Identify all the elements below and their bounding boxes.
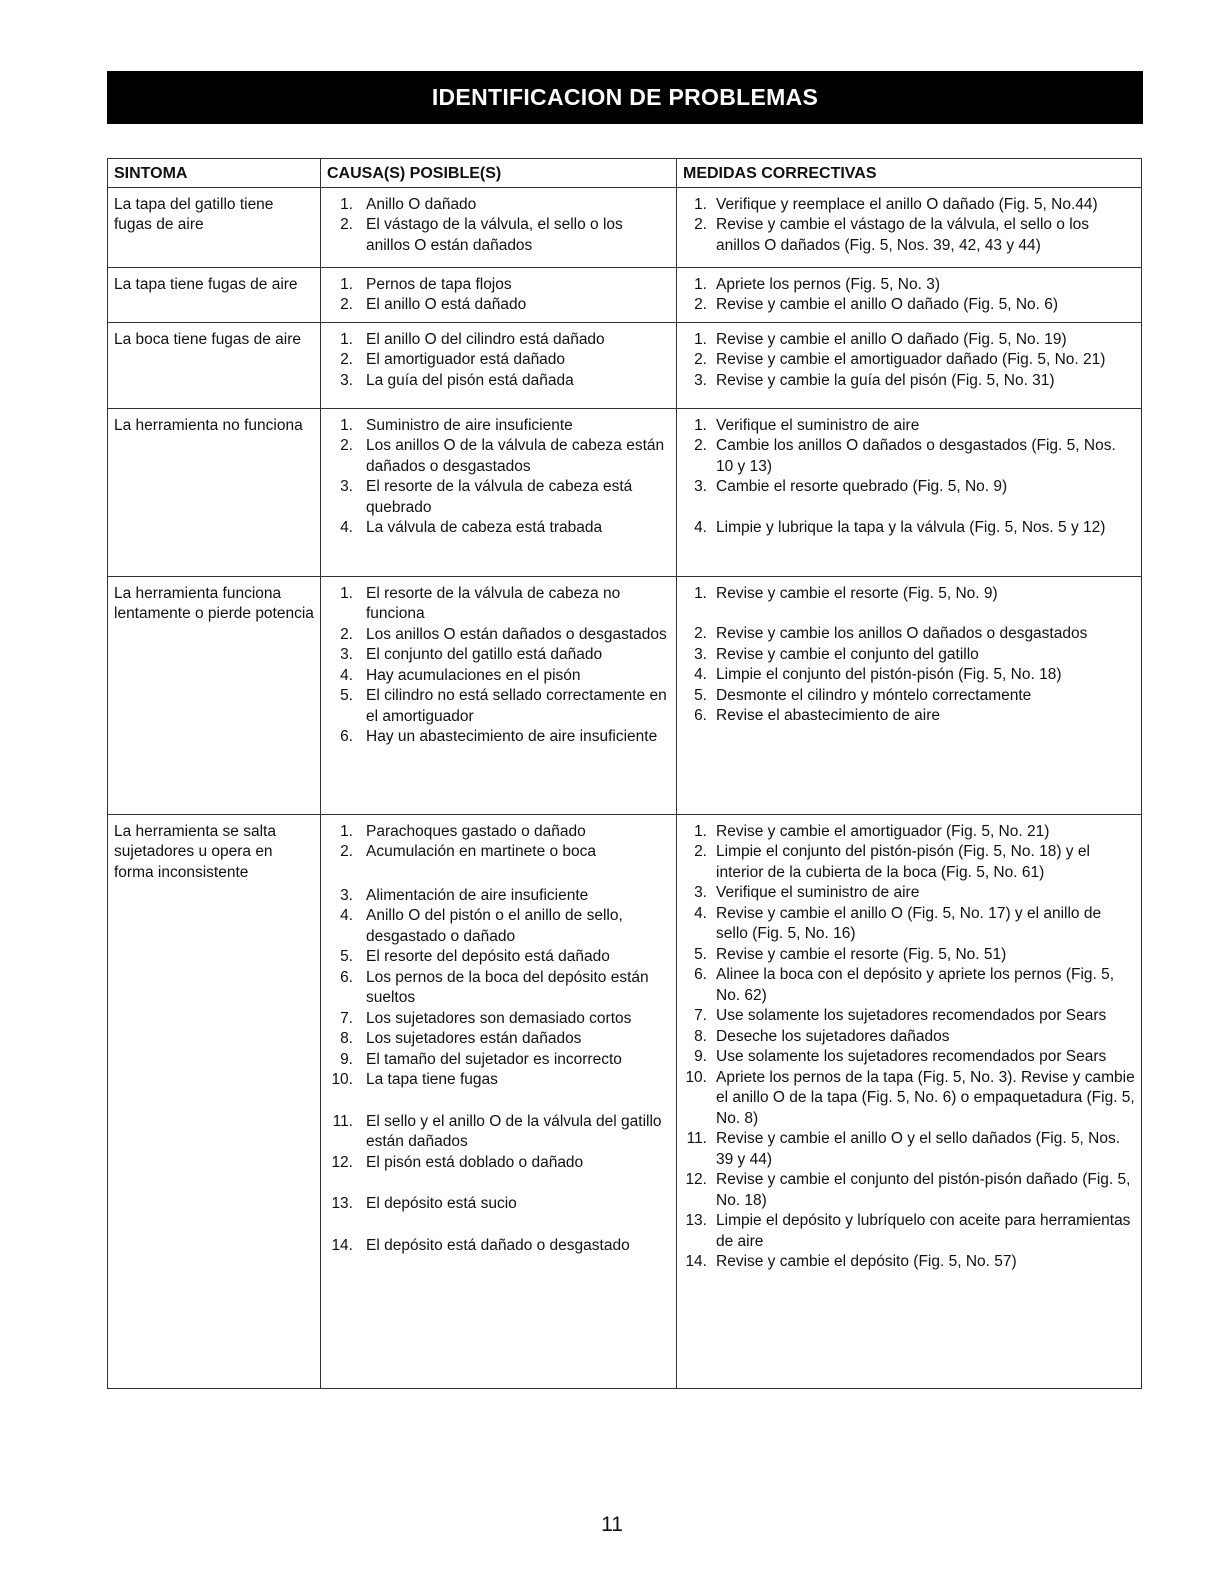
item-text: Alimentación de aire insuficiente [366,886,589,904]
cause-item [327,1070,670,1091]
fix-item [683,350,1135,371]
cause-item [327,584,670,625]
item-number: 13. [331,1195,353,1212]
item-number: 6. [694,707,707,724]
item-text: El amortiguador está dañado [366,351,566,368]
fixes-cell [677,814,1142,1388]
fix-item [683,842,1135,883]
cause-list [327,416,670,539]
fix-item [683,883,1135,904]
item-number: 2. [340,843,353,860]
fix-item [683,624,1135,645]
item-number: 1. [694,416,707,434]
item-text: Revise y cambie el resorte (Fig. 5, No. 51) [716,945,1007,963]
cause-item [327,1009,670,1030]
symptom-cell: La boca tiene fugas de aire [108,322,321,408]
item-text: Verifique el suministro de aire [716,884,920,901]
cause-item [327,1153,670,1174]
item-number: 14. [331,1236,353,1254]
table-row [108,408,1142,576]
item-text: Los sujetadores están dañados [366,1030,582,1047]
causes-cell [321,576,677,814]
item-number: 4. [340,907,353,924]
causes-cell [321,267,677,322]
item-text: El resorte del depósito está dañado [366,948,610,965]
item-number: 3. [694,371,707,389]
cause-item [327,330,670,351]
item-text: Los anillos O están dañados o desgastados [366,625,667,643]
item-number: 7. [340,1009,353,1027]
item-number: 5. [340,948,353,965]
item-text: Revise y cambie el conjunto del gatillo [716,645,979,663]
cause-item [327,477,670,518]
fixes-cell [677,322,1142,408]
cause-item [327,625,670,646]
fixes-cell [677,576,1142,814]
fix-item [683,1047,1135,1068]
item-number: 10. [685,1068,707,1086]
causes-cell [321,187,677,267]
fix-item [683,371,1135,392]
causes-cell [321,814,677,1388]
cause-item [327,1050,670,1071]
item-text: Revise y cambie la guía del pisón (Fig. 5, No. 31) [716,371,1055,389]
item-number: 1. [340,584,353,602]
item-number: 12. [331,1153,353,1171]
item-number: 3. [340,646,353,663]
cause-item [327,1236,670,1257]
item-text: Pernos de tapa flojos [366,275,512,293]
item-text: Los sujetadores son demasiado cortos [366,1009,632,1027]
item-number: 7. [694,1007,707,1024]
cause-item [327,822,670,843]
item-number: 9. [694,1048,707,1065]
item-text: Use solamente los sujetadores recomendados por Sears [716,1007,1107,1024]
cause-item [327,666,670,687]
item-number: 8. [694,1027,707,1045]
causes-cell [321,322,677,408]
fix-item [683,295,1135,316]
item-text: Use solamente los sujetadores recomendados por Sears [716,1048,1107,1065]
item-text: La guía del pisón está dañada [366,371,574,389]
fix-item [683,1129,1135,1170]
item-text: Parachoques gastado o dañado [366,822,586,840]
item-number: 11. [686,1130,707,1147]
cause-item [327,518,670,539]
cause-item [327,727,670,748]
item-text: El anillo O del cilindro está dañado [366,330,605,348]
item-text: Revise y cambie el anillo O (Fig. 5, No. 17) y el anillo de sello (Fig. 5, No. 16) [716,904,1102,942]
item-number: 2. [694,296,707,313]
item-text: Apriete los pernos (Fig. 5, No. 3) [716,275,940,293]
item-number: 1. [694,275,707,293]
cause-item [327,295,670,316]
item-number: 5. [340,687,353,704]
item-number: 14. [685,1253,707,1270]
cause-item [327,968,670,1009]
item-number: 2. [340,216,353,233]
fix-item [683,965,1135,1006]
item-number: 6. [340,728,353,745]
item-number: 4. [694,666,707,683]
item-number: 1. [694,584,707,602]
item-number: 3. [694,884,707,901]
header-causes: CAUSA(S) POSIBLE(S) [321,159,677,188]
item-text: Los anillos O de la válvula de cabeza están dañados o desgastados [366,437,665,475]
item-number: 6. [340,968,353,986]
item-number: 1. [340,416,353,434]
item-text: Alinee la boca con el depósito y apriete los pernos (Fig. 5, No. 62) [716,966,1115,1004]
cause-item [327,215,670,256]
fix-item [683,945,1135,966]
item-number: 2. [340,437,353,454]
fixes-cell [677,267,1142,322]
item-number: 11. [332,1112,353,1130]
fix-item [683,584,1135,605]
item-number: 6. [694,966,707,983]
item-text: Cambie el resorte quebrado (Fig. 5, No. 9) [716,478,1008,495]
item-number: 1. [340,275,353,293]
item-text: Revise y cambie el vástago de la válvula, el sello o los anillos O dañados (Fig. 5, Nos. 39, 42, 43 y 44) [716,216,1090,254]
item-text: Revise y cambie los anillos O dañados o desgastados [716,625,1088,642]
fix-item [683,195,1135,216]
item-number: 1. [340,195,353,213]
cause-item [327,371,670,392]
item-text: El vástago de la válvula, el sello o los anillos O están dañados [366,216,623,254]
cause-item [327,1029,670,1050]
fix-item [683,1252,1135,1273]
header-symptom: SINTOMA [108,159,321,188]
cause-item [327,1194,670,1215]
cause-item [327,275,670,296]
item-text: Desmonte el cilindro y móntelo correctamente [716,686,1032,704]
fix-item [683,706,1135,727]
fix-item [683,477,1135,498]
cause-list [327,275,670,316]
item-text: Anillo O dañado [366,195,477,213]
fix-item [683,904,1135,945]
cause-list [327,330,670,392]
symptom-cell: La herramienta funciona lentamente o pierde potencia [108,576,321,814]
item-text: Verifique y reemplace el anillo O dañado (Fig. 5, No.44) [716,195,1098,213]
item-text: Revise y cambie el amortiguador dañado (Fig. 5, No. 21) [716,351,1106,368]
item-text: Limpie el depósito y lubríquelo con aceite para herramientas de aire [716,1212,1131,1250]
fix-item [683,1068,1135,1130]
item-number: 13. [685,1212,707,1229]
table-row [108,187,1142,267]
troubleshooting-table [107,158,1142,1389]
item-text: Revise y cambie el amortiguador (Fig. 5, No. 21) [716,822,1050,840]
cause-item [327,195,670,216]
item-text: El pisón está doblado o dañado [366,1153,584,1171]
cause-item [327,947,670,968]
item-number: 2. [340,296,353,313]
cause-list [327,584,670,748]
causes-cell [321,408,677,576]
item-text: Revise y cambie el anillo O y el sello dañados (Fig. 5, Nos. 39 y 44) [716,1130,1121,1168]
item-text: Apriete los pernos de la tapa (Fig. 5, No. 3). Revise y cambie el anillo O de la tapa (Fig. 5, No. 6) o empaquetadura (Fig. 5, No. 8) [716,1068,1135,1127]
fix-item [683,645,1135,666]
item-text: Revise y cambie el resorte (Fig. 5, No. 9) [716,584,998,602]
item-text: Verifique el suministro de aire [716,416,920,434]
symptom-cell: La herramienta se salta sujetadores u opera en forma inconsistente [108,814,321,1388]
item-number: 2. [694,437,707,454]
item-number: 4. [340,519,353,536]
table-row [108,322,1142,408]
cause-item [327,416,670,437]
item-number: 2. [694,625,707,642]
fixes-cell [677,408,1142,576]
item-number: 2. [694,216,707,233]
fix-list [683,822,1135,1273]
cause-item [327,350,670,371]
item-text: El cilindro no está sellado correctamente en el amortiguador [366,687,667,725]
item-number: 5. [694,686,707,704]
fix-item [683,215,1135,256]
item-text: Revise y cambie el anillo O dañado (Fig. 5, No. 6) [716,296,1059,313]
symptom-cell: La tapa tiene fugas de aire [108,267,321,322]
item-number: 3. [340,371,353,389]
fix-list [683,584,1135,727]
cause-list [327,195,670,257]
item-number: 5. [694,945,707,963]
item-number: 3. [340,478,353,495]
item-text: La tapa tiene fugas [366,1071,498,1088]
table-row [108,576,1142,814]
fix-item [683,1211,1135,1252]
fixes-cell [677,187,1142,267]
fix-item [683,330,1135,351]
fix-item [683,822,1135,843]
fix-item [683,686,1135,707]
item-number: 1. [694,330,707,348]
header-row [108,159,1142,188]
fix-item [683,1170,1135,1211]
symptom-cell: La tapa del gatillo tiene fugas de aire [108,187,321,267]
page-number: 11 [601,1513,623,1536]
cause-item [327,842,670,863]
item-number: 9. [340,1050,353,1068]
fix-item [683,416,1135,437]
table-row [108,267,1142,322]
item-text: Suministro de aire insuficiente [366,416,573,434]
item-number: 2. [340,625,353,643]
cause-item [327,1112,670,1153]
fix-list [683,275,1135,316]
item-text: Limpie y lubrique la tapa y la válvula (Fig. 5, Nos. 5 y 12) [716,518,1106,536]
item-text: Revise y cambie el depósito (Fig. 5, No. 57) [716,1253,1017,1270]
item-number: 3. [340,886,353,904]
fix-item [683,518,1135,539]
item-text: El sello y el anillo O de la válvula del gatillo están dañados [366,1112,662,1150]
fix-item [683,665,1135,686]
cause-item [327,436,670,477]
symptom-cell: La herramienta no funciona [108,408,321,576]
item-number: 4. [694,518,707,536]
item-text: El resorte de la válvula de cabeza está quebrado [366,478,633,516]
item-number: 8. [340,1030,353,1047]
item-text: El tamaño del sujetador es incorrecto [366,1050,622,1068]
cause-item [327,686,670,727]
item-number: 1. [340,330,353,348]
cause-list [327,822,670,1257]
item-number: 1. [340,822,353,840]
fix-item [683,1027,1135,1048]
item-number: 3. [694,478,707,495]
item-text: Anillo O del pistón o el anillo de sello, desgastado o dañado [366,907,623,945]
item-number: 4. [340,666,353,684]
item-text: La válvula de cabeza está trabada [366,519,603,536]
item-text: Los pernos de la boca del depósito están sueltos [366,968,649,1006]
cause-item [327,645,670,666]
item-text: Deseche los sujetadores dañados [716,1027,950,1045]
item-text: El conjunto del gatillo está dañado [366,646,603,663]
item-text: El depósito está sucio [366,1195,517,1212]
item-text: Hay acumulaciones en el pisón [366,666,581,684]
item-number: 3. [694,645,707,663]
item-number: 2. [340,351,353,368]
item-text: Limpie el conjunto del pistón-pisón (Fig. 5, No. 18) y el interior de la cubierta de la boca (Fig. 5, No. 61) [716,843,1090,881]
item-number: 1. [694,195,707,213]
item-number: 10. [331,1071,353,1088]
item-text: El resorte de la válvula de cabeza no funciona [366,584,621,622]
header-fixes: MEDIDAS CORRECTIVAS [677,159,1142,188]
item-number: 2. [694,843,707,860]
item-text: Revise y cambie el conjunto del pistón-pisón dañado (Fig. 5, No. 18) [716,1171,1131,1209]
item-text: Acumulación en martinete o boca [366,843,597,860]
fix-item [683,1006,1135,1027]
fix-item [683,436,1135,477]
table-row [108,814,1142,1388]
cause-item [327,886,670,907]
cause-item [327,906,670,947]
item-text: Revise y cambie el anillo O dañado (Fig. 5, No. 19) [716,330,1067,348]
item-number: 12. [685,1171,707,1188]
fix-list [683,416,1135,539]
item-number: 1. [694,822,707,840]
item-text: Cambie los anillos O dañados o desgastados (Fig. 5, Nos. 10 y 13) [716,437,1116,475]
item-number: 2. [694,351,707,368]
fix-list [683,330,1135,392]
fix-item [683,275,1135,296]
item-text: Revise el abastecimiento de aire [716,707,941,724]
item-text: Limpie el conjunto del pistón-pisón (Fig. 5, No. 18) [716,666,1062,683]
item-text: El anillo O está dañado [366,296,527,313]
item-number: 4. [694,904,707,922]
fix-list [683,195,1135,257]
page-title: IDENTIFICACION DE PROBLEMAS [107,71,1143,124]
item-text: Hay un abastecimiento de aire insuficiente [366,728,658,745]
item-text: El depósito está dañado o desgastado [366,1236,630,1254]
